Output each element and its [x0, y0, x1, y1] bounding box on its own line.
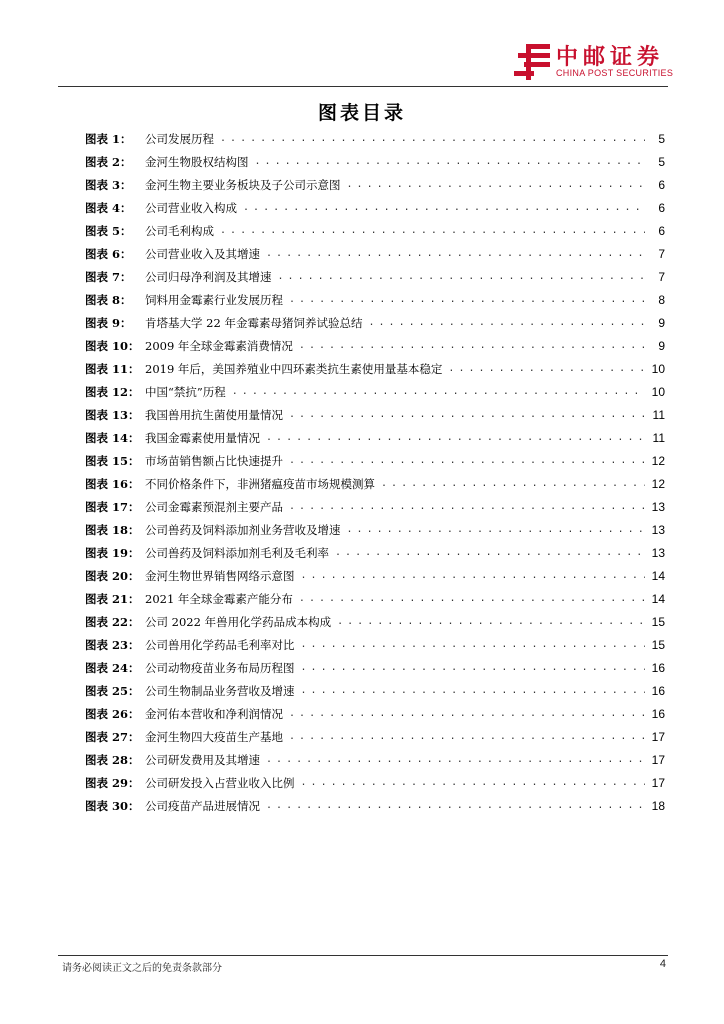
toc-entry-page: 9: [658, 338, 665, 353]
toc-entry-page: 9: [658, 315, 665, 330]
toc-entry[interactable]: [85, 288, 665, 311]
toc-entry-page: 10: [651, 361, 665, 376]
toc-dot-leader: [381, 472, 645, 495]
page-title: 图表目录: [317, 102, 406, 124]
toc-dot-leader: [301, 679, 646, 702]
toc-entry[interactable]: [85, 403, 665, 426]
toc-entry-label: 图表 5：: [85, 223, 132, 238]
toc-entry-label: 图表 4：: [85, 200, 132, 215]
toc-dot-leader: [299, 334, 645, 357]
toc-entry-page: 7: [658, 269, 665, 284]
toc-entry-title: 公司研发费用及其增速: [145, 752, 260, 767]
toc-entry-label: 图表 25：: [85, 683, 140, 698]
toc-entry-title: 2019 年后，美国养殖业中四环素类抗生素使用量基本稳定: [145, 361, 443, 376]
toc-entry-page: 11: [652, 407, 665, 422]
toc-entry-title: 公司毛利构成: [145, 223, 214, 238]
toc-dot-leader: [289, 702, 645, 725]
toc-entry-label: 图表 20：: [85, 568, 140, 583]
toc-dot-leader: [255, 150, 646, 173]
toc-entry-page: 17: [651, 752, 665, 767]
toc-entry-title: 中国“禁抗”历程: [145, 384, 226, 399]
toc-entry[interactable]: [85, 472, 665, 495]
toc-dot-leader: [289, 495, 645, 518]
toc-entry-title: 公司兽药及饲料添加剂业务营收及增速: [145, 522, 341, 537]
toc-entry-page: 6: [658, 200, 665, 215]
toc-dot-leader: [266, 426, 645, 449]
toc-entry-label: 图表 22：: [85, 614, 140, 629]
toc-entry-title: 金河生物主要业务板块及子公司示意图: [145, 177, 341, 192]
toc-dot-leader: [301, 633, 646, 656]
toc-entry[interactable]: [85, 150, 665, 173]
toc-entry[interactable]: [85, 219, 665, 242]
toc-entry-page: 5: [658, 131, 665, 146]
toc-entry-page: 8: [658, 292, 665, 307]
toc-entry-label: 图表 15：: [85, 453, 140, 468]
table-of-figures: [85, 127, 665, 817]
toc-entry-page: 16: [651, 683, 665, 698]
toc-entry[interactable]: [85, 541, 665, 564]
toc-entry-title: 公司发展历程: [145, 131, 214, 146]
toc-entry[interactable]: [85, 311, 665, 334]
toc-dot-leader: [289, 403, 645, 426]
toc-dot-leader: [220, 219, 645, 242]
toc-entry-page: 15: [651, 637, 665, 652]
toc-entry-title: 公司营业收入及其增速: [145, 246, 260, 261]
toc-entry-title: 肯塔基大学 22 年金霉素母猪饲养试验总结: [145, 315, 363, 330]
toc-entry[interactable]: [85, 656, 665, 679]
toc-entry-page: 18: [651, 798, 665, 813]
toc-entry-title: 公司营业收入构成: [145, 200, 237, 215]
toc-entry-page: 11: [652, 430, 665, 445]
toc-entry-page: 14: [651, 591, 665, 606]
toc-entry-title: 公司动物疫苗业务布局历程图: [145, 660, 295, 675]
toc-dot-leader: [347, 173, 646, 196]
toc-entry[interactable]: [85, 633, 665, 656]
header-divider: [58, 86, 668, 87]
toc-entry-page: 15: [651, 614, 665, 629]
toc-dot-leader: [368, 311, 645, 334]
footer-page-number: 4: [659, 958, 666, 970]
toc-dot-leader: [299, 587, 645, 610]
toc-dot-leader: [266, 794, 645, 817]
toc-entry[interactable]: [85, 426, 665, 449]
toc-entry-title: 饲料用金霉素行业发展历程: [145, 292, 283, 307]
toc-entry[interactable]: [85, 587, 665, 610]
toc-dot-leader: [220, 127, 645, 150]
toc-dot-leader: [266, 242, 645, 265]
brand-name-en: CHINA POST SECURITIES: [556, 68, 674, 78]
toc-entry-title: 金河生物世界销售网络示意图: [145, 568, 295, 583]
toc-entry-label: 图表 13：: [85, 407, 140, 422]
toc-entry-title: 市场苗销售额占比快速提升: [145, 453, 283, 468]
toc-entry-title: 我国金霉素使用量情况: [145, 430, 260, 445]
toc-entry-page: 16: [651, 660, 665, 675]
toc-entry-page: 10: [651, 384, 665, 399]
toc-entry-title: 公司兽用化学药品毛利率对比: [145, 637, 295, 652]
toc-entry-title: 2021 年全球金霉素产能分布: [145, 591, 293, 606]
toc-entry[interactable]: [85, 242, 665, 265]
toc-dot-leader: [448, 357, 645, 380]
toc-entry-label: 图表 27：: [85, 729, 140, 744]
toc-entry[interactable]: [85, 564, 665, 587]
toc-entry-title: 不同价格条件下，非洲猪瘟疫苗市场规模测算: [145, 476, 375, 491]
toc-entry-label: 图表 16：: [85, 476, 140, 491]
page-header: [0, 0, 724, 90]
toc-entry-page: 6: [658, 177, 665, 192]
toc-entry-title: 公司归母净利润及其增速: [145, 269, 272, 284]
toc-entry[interactable]: [85, 380, 665, 403]
toc-entry-title: 金河生物四大疫苗生产基地: [145, 729, 283, 744]
toc-entry-title: 金河佑本营收和净利润情况: [145, 706, 283, 721]
toc-entry-title: 公司研发投入占营业收入比例: [145, 775, 295, 790]
toc-dot-leader: [243, 196, 645, 219]
toc-entry-title: 公司兽药及饲料添加剂毛利及毛利率: [145, 545, 329, 560]
toc-entry-label: 图表 3：: [85, 177, 132, 192]
toc-entry[interactable]: [85, 794, 665, 817]
toc-entry[interactable]: [85, 771, 665, 794]
toc-entry[interactable]: [85, 357, 665, 380]
footer-divider: [58, 955, 668, 956]
toc-entry-label: 图表 12：: [85, 384, 140, 399]
toc-entry-label: 图表 24：: [85, 660, 140, 675]
toc-dot-leader: [289, 288, 645, 311]
toc-entry[interactable]: [85, 495, 665, 518]
toc-entry-page: 14: [651, 568, 665, 583]
toc-entry-label: 图表 11：: [85, 361, 140, 376]
toc-entry[interactable]: [85, 702, 665, 725]
toc-dot-leader: [301, 656, 646, 679]
toc-entry-label: 图表 9：: [85, 315, 132, 330]
toc-entry-label: 图表 2：: [85, 154, 132, 169]
toc-entry-page: 13: [651, 522, 665, 537]
toc-dot-leader: [278, 265, 646, 288]
toc-entry[interactable]: [85, 748, 665, 771]
toc-entry-page: 17: [651, 775, 665, 790]
toc-entry-title: 公司生物制品业务营收及增速: [145, 683, 295, 698]
footer-disclaimer: 请务必阅读正文之后的免责条款部分: [62, 963, 222, 974]
toc-dot-leader: [266, 748, 645, 771]
toc-entry-page: 13: [651, 499, 665, 514]
toc-entry[interactable]: [85, 127, 665, 150]
toc-entry-label: 图表 30：: [85, 798, 140, 813]
toc-dot-leader: [335, 541, 645, 564]
toc-entry-label: 图表 21：: [85, 591, 140, 606]
toc-entry-label: 图表 19：: [85, 545, 140, 560]
toc-entry-label: 图表 28：: [85, 752, 140, 767]
toc-entry-label: 图表 6：: [85, 246, 132, 261]
toc-entry-title: 我国兽用抗生菌使用量情况: [145, 407, 283, 422]
toc-entry[interactable]: [85, 334, 665, 357]
toc-entry-label: 图表 10：: [85, 338, 140, 353]
toc-entry-label: 图表 17：: [85, 499, 140, 514]
toc-entry[interactable]: [85, 173, 665, 196]
toc-dot-leader: [232, 380, 645, 403]
toc-entry-label: 图表 14：: [85, 430, 140, 445]
toc-entry[interactable]: [85, 196, 665, 219]
toc-entry[interactable]: [85, 725, 665, 748]
toc-entry-label: 图表 7：: [85, 269, 132, 284]
toc-entry[interactable]: [85, 518, 665, 541]
toc-entry-label: 图表 8：: [85, 292, 132, 307]
toc-dot-leader: [289, 449, 645, 472]
toc-entry-label: 图表 29：: [85, 775, 140, 790]
toc-entry[interactable]: [85, 610, 665, 633]
toc-entry-page: 5: [658, 154, 665, 169]
toc-entry[interactable]: [85, 449, 665, 472]
toc-entry-label: 图表 23：: [85, 637, 140, 652]
toc-entry-label: 图表 1：: [85, 131, 132, 146]
toc-entry[interactable]: [85, 679, 665, 702]
toc-entry-page: 12: [651, 476, 665, 491]
toc-dot-leader: [289, 725, 645, 748]
toc-entry-label: 图表 18：: [85, 522, 140, 537]
toc-entry-title: 2009 年全球金霉素消费情况: [145, 338, 293, 353]
toc-entry-title: 公司疫苗产品进展情况: [145, 798, 260, 813]
toc-entry-label: 图表 26：: [85, 706, 140, 721]
toc-dot-leader: [301, 564, 646, 587]
toc-entry-page: 12: [651, 453, 665, 468]
toc-entry-page: 16: [651, 706, 665, 721]
toc-entry-title: 金河生物股权结构图: [145, 154, 249, 169]
toc-entry[interactable]: [85, 265, 665, 288]
toc-entry-page: 7: [658, 246, 665, 261]
toc-entry-title: 公司金霉素预混剂主要产品: [145, 499, 283, 514]
toc-entry-title: 公司 2022 年兽用化学药品成本构成: [145, 614, 332, 629]
brand-name-cn: 中邮证券: [556, 45, 665, 70]
toc-entry-page: 13: [651, 545, 665, 560]
toc-entry-page: 6: [658, 223, 665, 238]
toc-dot-leader: [337, 610, 645, 633]
toc-entry-page: 17: [651, 729, 665, 744]
toc-dot-leader: [347, 518, 646, 541]
china-post-logo-icon: [512, 42, 552, 82]
toc-dot-leader: [301, 771, 646, 794]
